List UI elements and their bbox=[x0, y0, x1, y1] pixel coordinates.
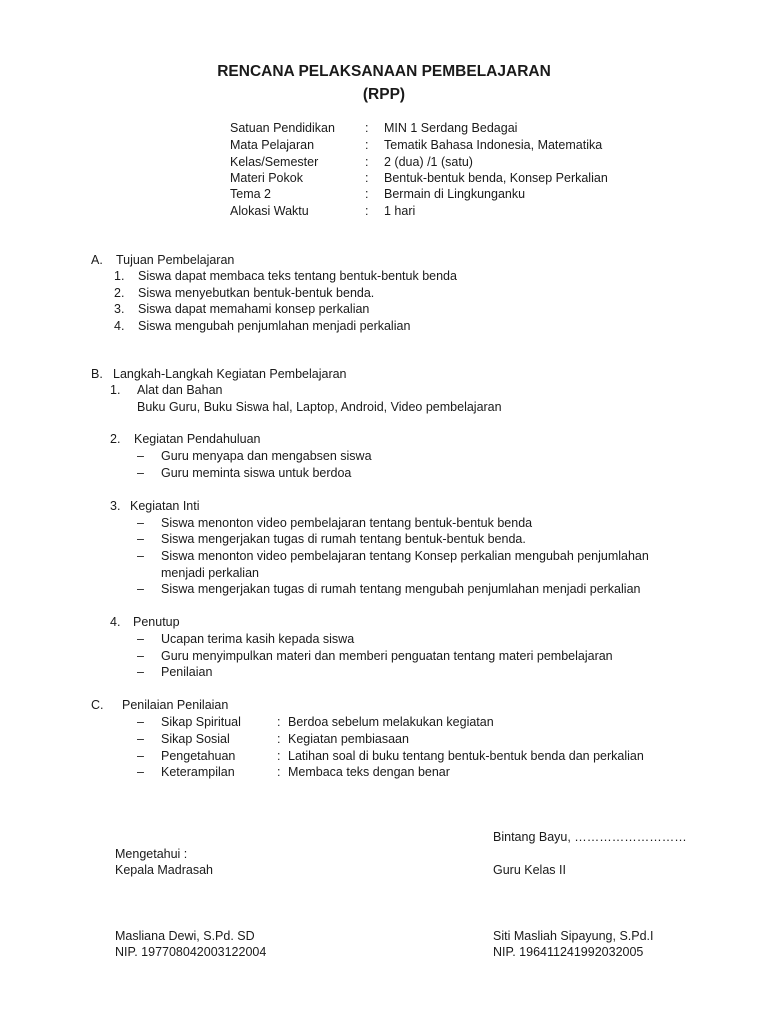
sub-heading: Kegiatan Inti bbox=[130, 499, 200, 513]
place-date: Bintang Bayu, ……………………… bbox=[493, 830, 687, 844]
list-item: Siswa menonton video pembelajaran tentang Konsep perkalian mengubah penjumlahan bbox=[161, 549, 649, 563]
list-item: Siswa menyebutkan bentuk-bentuk benda. bbox=[138, 286, 375, 300]
principal-name: Masliana Dewi, S.Pd. SD bbox=[115, 929, 255, 943]
dash-bullet: – bbox=[137, 765, 144, 779]
assessment-colon: : bbox=[277, 749, 281, 763]
section-marker: C. bbox=[91, 698, 104, 712]
section-heading: Tujuan Pembelajaran bbox=[116, 253, 235, 267]
sub-number: 4. bbox=[110, 615, 121, 629]
identity-value: Tematik Bahasa Indonesia, Matematika bbox=[384, 138, 603, 152]
acknowledged-label: Mengetahui : bbox=[115, 847, 188, 861]
sub-heading: Penutup bbox=[133, 615, 180, 629]
assessment-value: Latihan soal di buku tentang bentuk-bentuk benda dan perkalian bbox=[288, 749, 644, 763]
identity-colon: : bbox=[365, 187, 369, 201]
list-item: Siswa mengubah penjumlahan menjadi perkalian bbox=[138, 319, 411, 333]
assessment-value: Kegiatan pembiasaan bbox=[288, 732, 409, 746]
list-item: Siswa mengerjakan tugas di rumah tentang mengubah penjumlahan menjadi perkalian bbox=[161, 582, 641, 596]
identity-value: Bentuk-bentuk benda, Konsep Perkalian bbox=[384, 171, 608, 185]
dash-bullet: – bbox=[137, 549, 144, 563]
identity-label: Kelas/Semester bbox=[230, 155, 319, 169]
identity-value: MIN 1 Serdang Bedagai bbox=[384, 121, 518, 135]
assessment-label: Sikap Sosial bbox=[161, 732, 230, 746]
assessment-label: Keterampilan bbox=[161, 765, 235, 779]
principal-nip: NIP. 197708042003122004 bbox=[115, 945, 267, 959]
teacher-role: Guru Kelas II bbox=[493, 863, 566, 877]
dash-bullet: – bbox=[137, 715, 144, 729]
sub-body: Buku Guru, Buku Siswa hal, Laptop, Android, Video pembelajaran bbox=[137, 400, 502, 414]
identity-value: 2 (dua) /1 (satu) bbox=[384, 155, 473, 169]
identity-colon: : bbox=[365, 171, 369, 185]
list-item: Penilaian bbox=[161, 665, 213, 679]
list-item: Ucapan terima kasih kepada siswa bbox=[161, 632, 355, 646]
assessment-label: Sikap Spiritual bbox=[161, 715, 241, 729]
dash-bullet: – bbox=[137, 532, 144, 546]
page-subtitle: (RPP) bbox=[362, 86, 406, 103]
page-title: RENCANA PELAKSANAAN PEMBELAJARAN bbox=[217, 63, 551, 80]
dash-bullet: – bbox=[137, 466, 144, 480]
list-item: Siswa dapat memahami konsep perkalian bbox=[138, 302, 370, 316]
identity-label: Alokasi Waktu bbox=[230, 204, 309, 218]
sub-number: 2. bbox=[110, 432, 121, 446]
section-heading: Penilaian Penilaian bbox=[122, 698, 229, 712]
list-item: Guru menyapa dan mengabsen siswa bbox=[161, 449, 372, 463]
identity-colon: : bbox=[365, 155, 369, 169]
principal-role: Kepala Madrasah bbox=[115, 863, 213, 877]
assessment-colon: : bbox=[277, 732, 281, 746]
list-number: 4. bbox=[114, 319, 125, 333]
identity-label: Materi Pokok bbox=[230, 171, 303, 185]
teacher-name: Siti Masliah Sipayung, S.Pd.I bbox=[493, 929, 654, 943]
dash-bullet: – bbox=[137, 749, 144, 763]
sub-number: 1. bbox=[110, 383, 121, 397]
assessment-colon: : bbox=[277, 715, 281, 729]
sub-number: 3. bbox=[110, 499, 121, 513]
identity-colon: : bbox=[365, 121, 369, 135]
list-item: Guru menyimpulkan materi dan memberi penguatan tentang materi pembelajaran bbox=[161, 649, 613, 663]
list-item: Siswa menonton video pembelajaran tentang bentuk-bentuk benda bbox=[161, 516, 533, 530]
dash-bullet: – bbox=[137, 665, 144, 679]
identity-colon: : bbox=[365, 138, 369, 152]
assessment-value: Membaca teks dengan benar bbox=[288, 765, 450, 779]
list-number: 1. bbox=[114, 269, 125, 283]
list-item: Siswa mengerjakan tugas di rumah tentang bentuk-bentuk benda. bbox=[161, 532, 526, 546]
assessment-colon: : bbox=[277, 765, 281, 779]
assessment-value: Berdoa sebelum melakukan kegiatan bbox=[288, 715, 494, 729]
section-marker: B. bbox=[91, 367, 103, 381]
list-item: Siswa dapat membaca teks tentang bentuk-bentuk benda bbox=[138, 269, 457, 283]
identity-colon: : bbox=[365, 204, 369, 218]
dash-bullet: – bbox=[137, 632, 144, 646]
dash-bullet: – bbox=[137, 649, 144, 663]
list-number: 2. bbox=[114, 286, 125, 300]
sub-heading: Alat dan Bahan bbox=[137, 383, 223, 397]
section-heading: Langkah-Langkah Kegiatan Pembelajaran bbox=[113, 367, 347, 381]
dash-bullet: – bbox=[137, 582, 144, 596]
dash-bullet: – bbox=[137, 732, 144, 746]
teacher-nip: NIP. 196411241992032005 bbox=[493, 945, 644, 959]
identity-label: Satuan Pendidikan bbox=[230, 121, 335, 135]
list-item-continuation: menjadi perkalian bbox=[161, 566, 259, 580]
list-number: 3. bbox=[114, 302, 125, 316]
list-item: Guru meminta siswa untuk berdoa bbox=[161, 466, 352, 480]
identity-value: 1 hari bbox=[384, 204, 416, 218]
identity-label: Mata Pelajaran bbox=[230, 138, 315, 152]
identity-value: Bermain di Lingkunganku bbox=[384, 187, 526, 201]
sub-heading: Kegiatan Pendahuluan bbox=[134, 432, 261, 446]
section-marker: A. bbox=[91, 253, 103, 267]
dash-bullet: – bbox=[137, 449, 144, 463]
dash-bullet: – bbox=[137, 516, 144, 530]
assessment-label: Pengetahuan bbox=[161, 749, 236, 763]
identity-label: Tema 2 bbox=[230, 187, 271, 201]
